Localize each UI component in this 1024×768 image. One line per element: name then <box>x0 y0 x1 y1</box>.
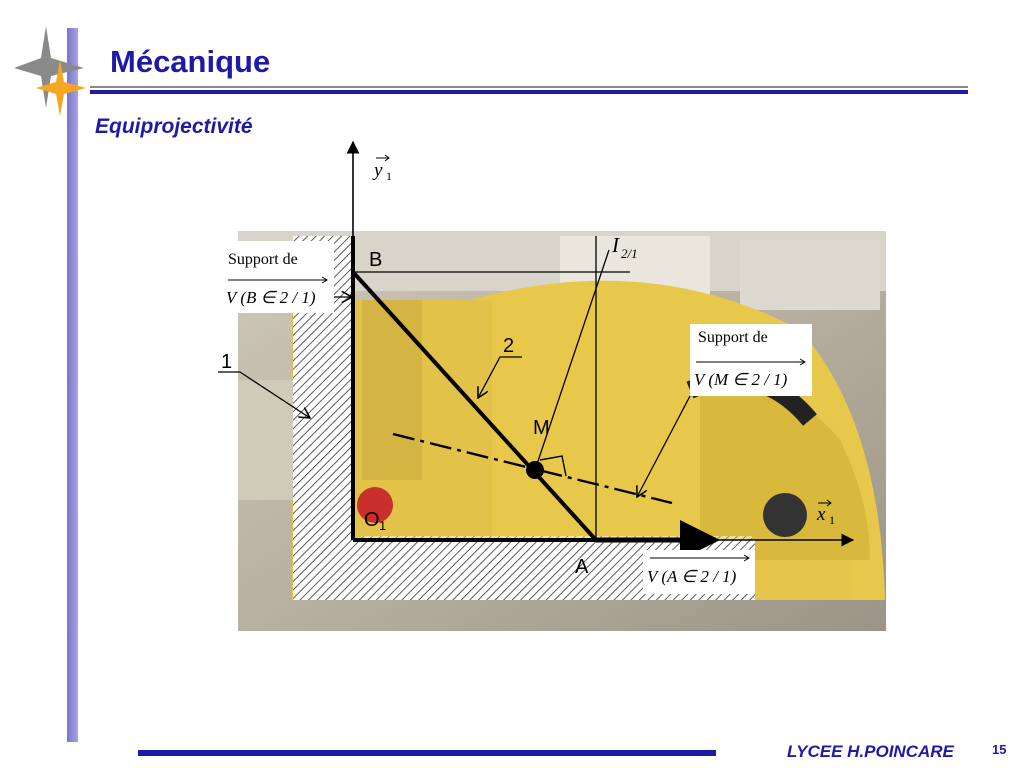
point-A-label: A <box>575 556 589 578</box>
svg-text:x: x <box>817 504 826 525</box>
svg-text:1: 1 <box>829 513 835 527</box>
section-subtitle: Equiprojectivité <box>95 115 253 138</box>
footer-divider <box>138 750 716 756</box>
velocity-A-callout <box>643 550 755 594</box>
point-M-label: M <box>533 417 550 439</box>
support-B-callout <box>222 241 334 313</box>
svg-text:y: y <box>374 160 383 181</box>
svg-text:I: I <box>612 233 619 257</box>
page-title: Mécanique <box>110 44 271 79</box>
part-2-label: 2 <box>503 335 515 357</box>
footer-school-name: LYCEE H.POINCARE <box>787 742 954 761</box>
svg-text:1: 1 <box>379 518 387 533</box>
point-B-label: B <box>369 249 383 271</box>
svg-text:V (M ∈ 2 / 1): V (M ∈ 2 / 1) <box>694 370 788 389</box>
svg-text:2/1: 2/1 <box>621 246 638 261</box>
page-number: 15 <box>992 742 1007 757</box>
svg-text:Support de: Support de <box>228 251 298 268</box>
axis-y-label <box>372 155 392 183</box>
part-1-label: 1 <box>221 351 233 373</box>
svg-text:1: 1 <box>386 169 392 183</box>
point-M-dot <box>526 461 544 479</box>
svg-text:Support de: Support de <box>698 329 768 346</box>
svg-text:V (B ∈ 2 / 1): V (B ∈ 2 / 1) <box>226 288 316 307</box>
svg-text:O: O <box>364 509 380 531</box>
svg-text:V (A ∈ 2 / 1): V (A ∈ 2 / 1) <box>647 567 737 586</box>
support-M-callout <box>690 324 812 396</box>
